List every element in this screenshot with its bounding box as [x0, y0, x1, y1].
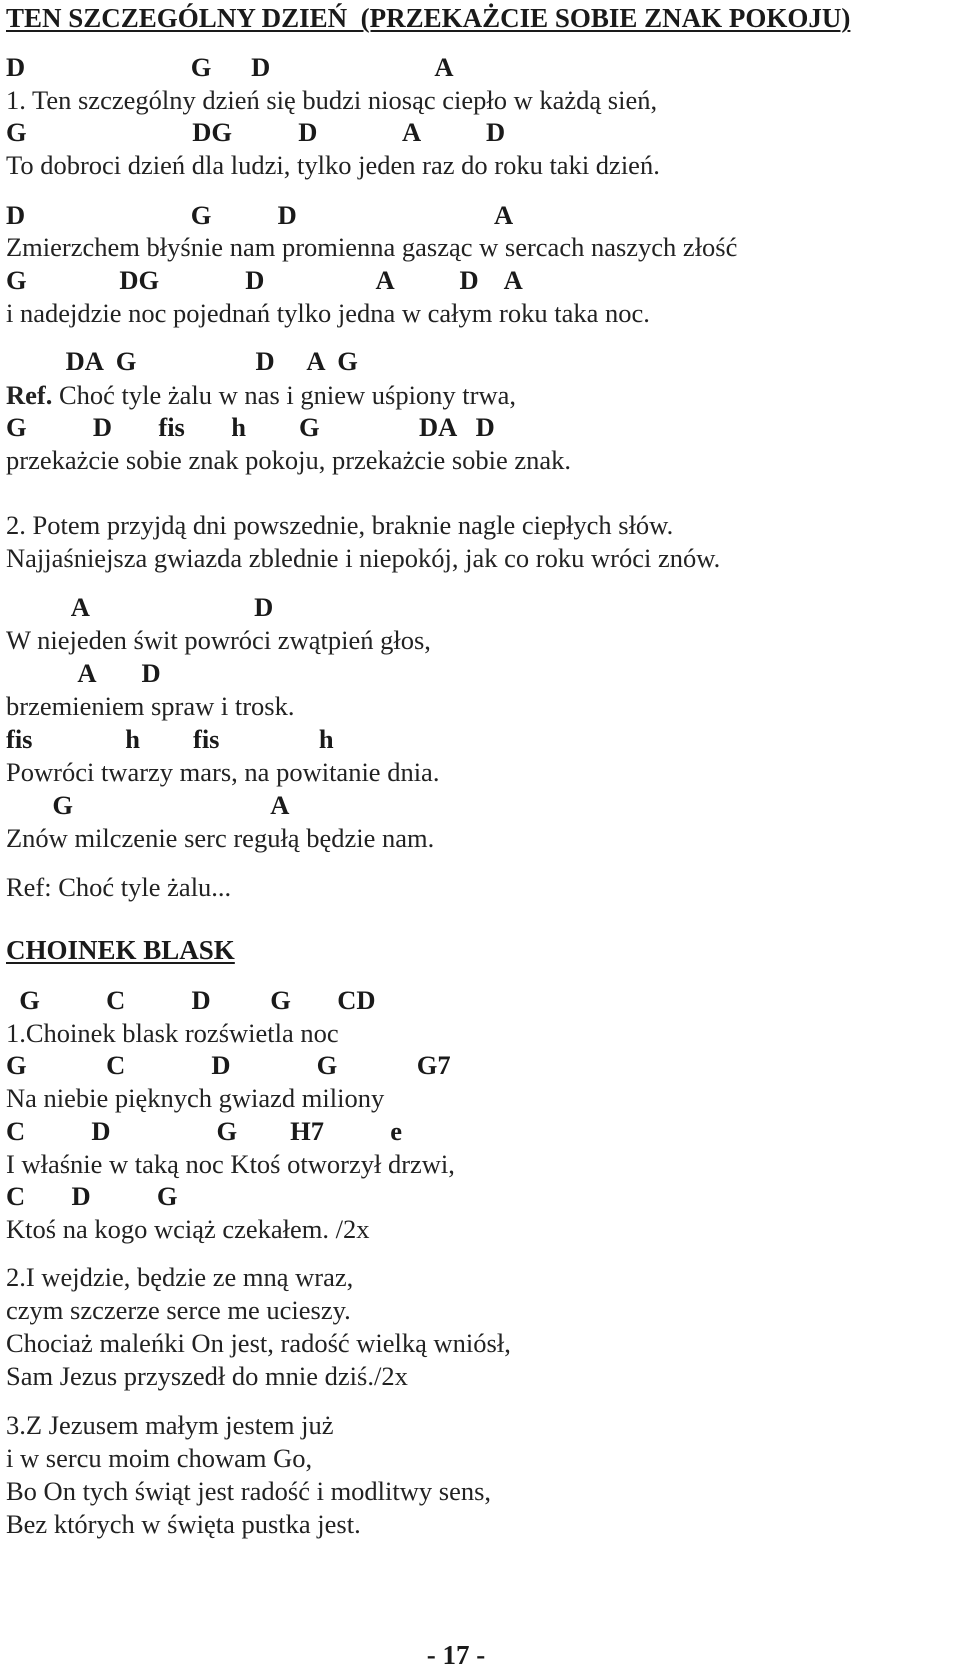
lyric-line: 1. Ten szczególny dzień się budzi niosąc ciepło w każdą sień,	[6, 85, 658, 115]
chord-line: fis h fis h	[6, 724, 334, 754]
chord-line: A D	[6, 658, 161, 688]
lyric-line: Sam Jezus przyszedł do mnie dziś./2x	[6, 1361, 408, 1391]
lyric-line: 2.I wejdzie, będzie ze mną wraz,	[6, 1262, 354, 1292]
chord-line: A D	[6, 592, 274, 622]
refrain-label: Ref.	[6, 380, 53, 410]
lyric-line: Ref: Choć tyle żalu...	[6, 872, 232, 902]
lyric-line: Chociaż maleńki On jest, radość wielką wniósł,	[6, 1328, 511, 1358]
chord-line: G C D G G7	[6, 1050, 451, 1080]
chord-line: D G D A	[6, 52, 454, 82]
lyric-line: Znów milczenie serc regułą będzie nam.	[6, 823, 435, 853]
chord-line: C D G H7 e	[6, 1116, 403, 1146]
lyric-line: Bez których w święta pustka jest.	[6, 1509, 361, 1539]
lyric-line: I właśnie w taką noc Ktoś otworzył drzwi,	[6, 1149, 455, 1179]
chord-line: G D fis h G DA D	[6, 412, 495, 442]
song-title: TEN SZCZEGÓLNY DZIEŃ (PRZEKAŻCIE SOBIE ZNAK POKOJU)	[6, 3, 851, 33]
lyric-line: brzemieniem spraw i trosk.	[6, 691, 295, 721]
page-number: - 17 -	[426, 1640, 486, 1670]
lyric-line: Na niebie pięknych gwiazd miliony	[6, 1083, 385, 1113]
lyric-line: W niejeden świt powróci zwątpień głos,	[6, 625, 431, 655]
chord-line: G C D G CD	[6, 985, 376, 1015]
lyric-line: 2. Potem przyjdą dni powszednie, braknie nagle ciepłych słów.	[6, 510, 674, 540]
chord-line: D G D A	[6, 200, 514, 230]
songbook-page	[6, 0, 956, 1674]
lyric-line: 3.Z Jezusem małym jestem już	[6, 1410, 334, 1440]
chord-line: G DG D A D A	[6, 265, 523, 295]
refrain-text: Choć tyle żalu w nas i gniew uśpiony trwa,	[52, 380, 517, 410]
lyric-line: przekażcie sobie znak pokoju, przekażcie sobie znak.	[6, 445, 572, 475]
chord-line: G DG D A D	[6, 117, 506, 147]
lyric-line: Zmierzchem błyśnie nam promienna gasząc w sercach naszych złość	[6, 232, 738, 262]
lyric-line: 1.Choinek blask rozświetla noc	[6, 1018, 339, 1048]
chord-line: DA G D A G	[6, 346, 358, 376]
lyric-line: Najjaśniejsza gwiazda zblednie i niepokój, jak co roku wróci znów.	[6, 543, 721, 573]
chord-line: G A	[6, 790, 290, 820]
lyric-line: Bo On tych świąt jest radość i modlitwy sens,	[6, 1476, 492, 1506]
lyric-line: i w sercu moim chowam Go,	[6, 1443, 313, 1473]
lyric-line: To dobroci dzień dla ludzi, tylko jeden raz do roku taki dzień.	[6, 150, 660, 180]
lyric-line: czym szczerze serce me ucieszy.	[6, 1295, 351, 1325]
chord-line: C D G	[6, 1181, 178, 1211]
lyric-line: Powróci twarzy mars, na powitanie dnia.	[6, 757, 440, 787]
lyric-line: Ktoś na kogo wciąż czekałem. /2x	[6, 1214, 370, 1244]
song-title: CHOINEK BLASK	[6, 935, 235, 965]
refrain-line	[6, 380, 516, 410]
lyric-line: i nadejdzie noc pojednań tylko jedna w całym roku taka noc.	[6, 298, 650, 328]
